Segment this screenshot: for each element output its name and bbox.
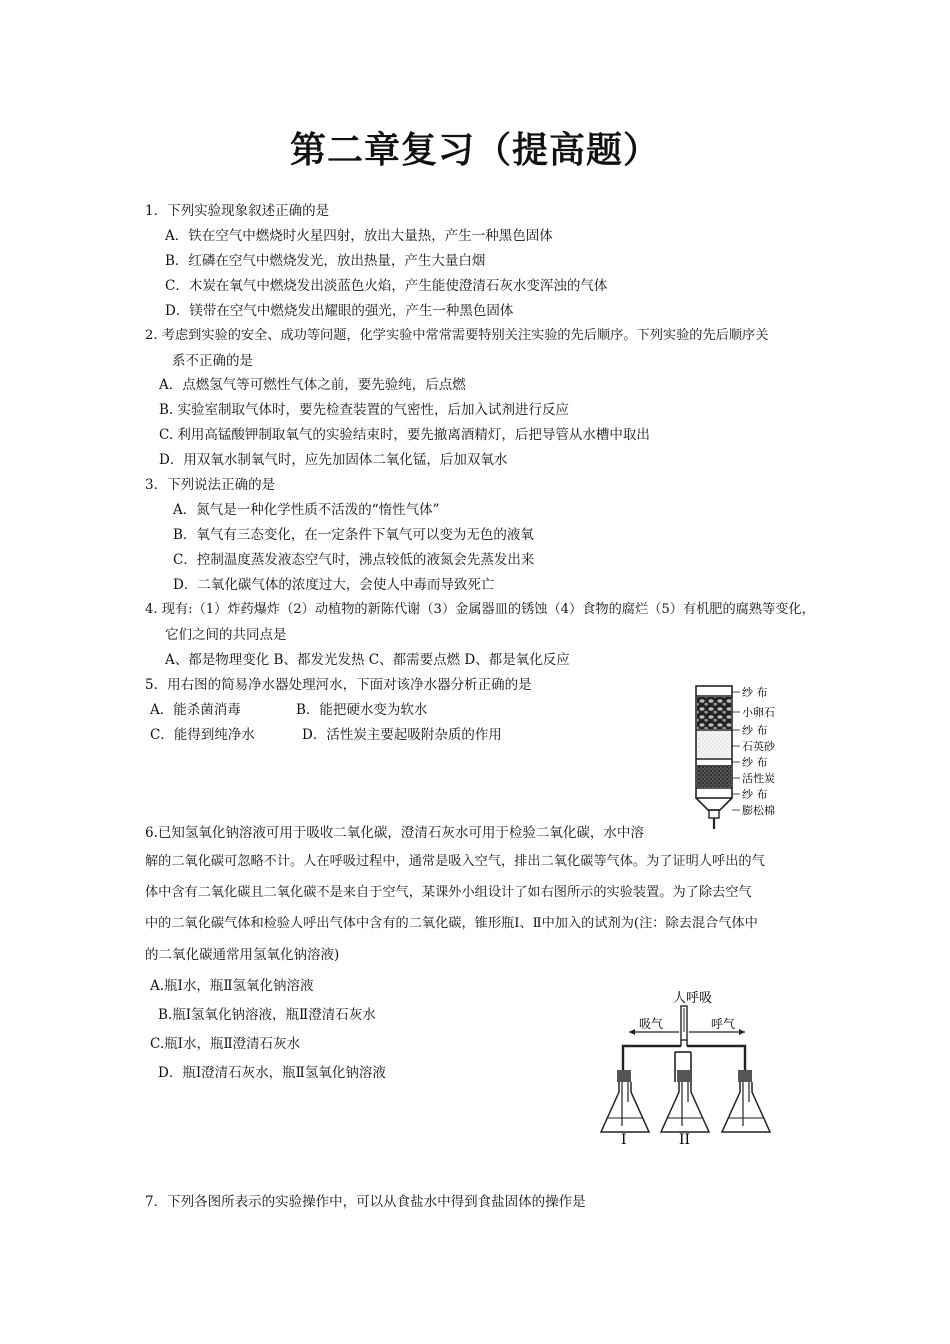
filter-label-activated-carbon: 活性炭: [742, 772, 775, 785]
q2-stem-line1: 2. 考虑到实验的安全、成功等问题，化学实验中常常需要特别关注实验的先后顺序。下列实验的先后顺序关: [145, 328, 769, 343]
label-inhale: 吸气: [639, 1017, 664, 1031]
page-title: 第二章复习（提高题）: [289, 129, 660, 171]
q6-option-d: D．瓶Ⅰ澄清石灰水，瓶Ⅱ氢氧化钠溶液: [158, 1065, 386, 1081]
filter-label-gauze-1: 纱 布: [742, 686, 768, 699]
q6-option-a: A.瓶Ⅰ水，瓶Ⅱ氢氧化钠溶液: [150, 978, 314, 994]
filter-label-quartz-sand: 石英砂: [742, 740, 775, 753]
q2-option-a: A．点燃氢气等可燃性气体之前，要先验纯，后点燃: [159, 377, 466, 393]
q5-option-c: C．能得到纯净水: [150, 727, 255, 743]
flask-3: [722, 1070, 770, 1132]
filter-label-gauze-2: 纱 布: [742, 724, 768, 737]
q4-stem-line1: 4. 现有:（1）炸药爆炸（2）动植物的新陈代谢（3）金属器皿的锈蚀（4）食物的腐烂（5）有机肥的腐熟等变化，: [145, 602, 815, 617]
q2-stem-line2: 系不正确的是: [172, 353, 253, 369]
q4-stem-line2: 它们之间的共同点是: [165, 627, 287, 643]
q6-stem-line2: 解的二氧化碳可忽略不计。人在呼吸过程中，通常是吸入空气，排出二氧化碳等气体。为了证明人呼出的气: [145, 854, 765, 869]
sand-layer: [697, 731, 731, 758]
flask-2: [661, 1070, 709, 1132]
q4-options: A、都是物理变化 B、都发光发热 C、都需要点燃 D、都是氧化反应: [165, 652, 570, 668]
label-exhale: 呼气: [711, 1017, 736, 1031]
q1-option-d: D．镁带在空气中燃烧发出耀眼的强光，产生一种黑色固体: [165, 303, 514, 319]
q3-option-a: A．氮气是一种化学性质不活泼的“惰性气体”: [173, 502, 440, 518]
breathing-apparatus-figure: [595, 986, 790, 1148]
q3-stem: 3．下列说法正确的是: [145, 477, 276, 493]
filter-stopper: [709, 810, 719, 818]
q5-option-a: A．能杀菌消毒: [150, 702, 241, 718]
label-person-breathing: 人呼吸: [673, 991, 713, 1006]
q5-stem: 5．用右图的简易净水器处理河水，下面对该净水器分析正确的是: [145, 677, 532, 693]
q1-option-a: A．铁在空气中燃烧时火星四射，放出大量热，产生一种黑色固体: [165, 228, 553, 244]
tube-right: [687, 1046, 745, 1076]
label-flask-1: I: [621, 1132, 627, 1148]
q2-option-d: D．用双氧水制氧气时，应先加固体二氧化锰，后加双氧水: [159, 452, 508, 468]
q6-stem-line3: 体中含有二氧化碳且二氧化碳不是来自于空气，某课外小组设计了如右图所示的实验装置。为了除去空气: [145, 885, 752, 900]
q3-option-b: B．氧气有三态变化，在一定条件下氧气可以变为无色的液氧: [173, 527, 534, 543]
filter-label-pebbles: 小卵石: [742, 706, 775, 719]
q2-option-b: B. 实验室制取气体时，要先检查装置的气密性，后加入试剂进行反应: [159, 402, 570, 418]
tube-left: [623, 1046, 681, 1076]
q2-option-c: C. 利用高锰酸钾制取氧气的实验结束时，要先撤离酒精灯，后把导管从水槽中取出: [159, 427, 650, 443]
water-filter-figure: [690, 682, 800, 832]
q6-option-b: B.瓶Ⅰ氢氧化钠溶液，瓶Ⅱ澄清石灰水: [158, 1007, 376, 1023]
q1-stem: 1．下列实验现象叙述正确的是: [145, 203, 330, 219]
pebble-layer: [697, 697, 731, 729]
q3-option-c: C．控制温度蒸发液态空气时，沸点较低的液氮会先蒸发出来: [173, 552, 535, 568]
q7-stem: 7．下列各图所表示的实验操作中，可以从食盐水中得到食盐固体的操作是: [145, 1194, 586, 1210]
flask-1: [601, 1070, 649, 1132]
carbon-layer: [697, 765, 731, 787]
filter-label-gauze-4: 纱 布: [742, 788, 768, 801]
label-flask-2: II: [679, 1132, 691, 1148]
q3-option-d: D．二氧化碳气体的浓度过大，会使人中毒而导致死亡: [173, 577, 495, 593]
q5-option-b: B．能把硬水变为软水: [296, 702, 428, 718]
filter-label-cotton: 膨松棉: [742, 804, 775, 817]
q6-stem-line4: 中的二氧化碳气体和检验人呼出气体中含有的二氧化碳，锥形瓶Ⅰ、Ⅱ中加入的试剂为(注：除去混合气体中: [145, 916, 758, 931]
q6-stem-line5: 的二氧化碳通常用氢氧化钠溶液): [145, 947, 340, 963]
filter-funnel: [696, 798, 732, 810]
q5-option-d: D．活性炭主要起吸附杂质的作用: [302, 727, 502, 743]
filter-label-gauze-3: 纱 布: [742, 756, 768, 769]
q6-stem-line1: 6.已知氢氧化钠溶液可用于吸收二氧化碳，澄清石灰水可用于检验二氧化碳，水中溶: [145, 825, 644, 841]
q6-option-c: C.瓶Ⅰ水，瓶Ⅱ澄清石灰水: [150, 1036, 301, 1052]
q1-option-c: C．木炭在氧气中燃烧发出淡蓝色火焰，产生能使澄清石灰水变浑浊的气体: [165, 278, 608, 294]
q1-option-b: B．红磷在空气中燃烧发光，放出热量，产生大量白烟: [165, 253, 486, 269]
